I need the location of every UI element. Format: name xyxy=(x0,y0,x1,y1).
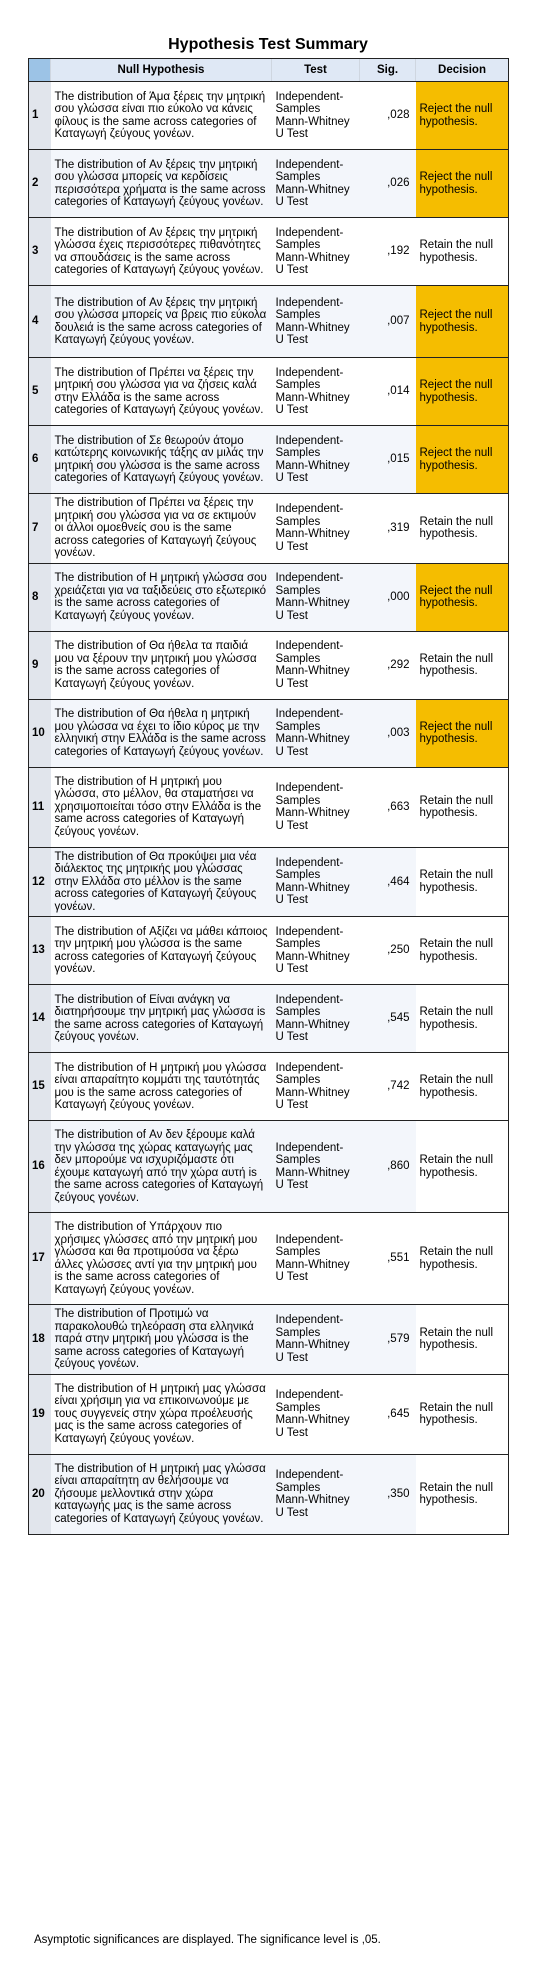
row-hypothesis: The distribution of Πρέπει να ξέρεις την μητρική σου γλώσσα για να σε εκτιμούν οι άλλοι ομοεθνείς σου is the same across categories of Καταγωγή ζεύγους γονέων. xyxy=(51,494,272,564)
row-hypothesis: The distribution of Θα ήθελα τα παιδιά μου να ξέρουν την μητρική μου γλώσσα is the same across categories of Καταγωγή ζεύγους γονέων. xyxy=(51,631,272,699)
row-test: Independent-Samples Mann-Whitney U Test xyxy=(272,1454,360,1534)
table-row xyxy=(29,1305,509,1375)
row-sig: ,007 xyxy=(360,286,416,358)
table-row xyxy=(29,218,509,286)
table-row xyxy=(29,1374,509,1454)
row-test: Independent-Samples Mann-Whitney U Test xyxy=(272,494,360,564)
row-test: Independent-Samples Mann-Whitney U Test xyxy=(272,426,360,494)
header-sig: Sig. xyxy=(360,59,416,82)
row-decision: Retain the null hypothesis. xyxy=(416,767,509,847)
row-hypothesis: The distribution of Πρέπει να ξέρεις την μητρική σου γλώσσα για να ζήσεις καλά στην Ελλάδα is the same across categories of Καταγωγή ζεύγους γονέων. xyxy=(51,358,272,426)
header-row xyxy=(29,59,509,82)
row-number: 6 xyxy=(29,426,51,494)
row-decision: Retain the null hypothesis. xyxy=(416,1053,509,1121)
row-hypothesis: The distribution of Θα προκύψει μια νέα διάλεκτος της μητρικής μου γλώσσας στην Ελλάδα στο μέλλον is the same across categories of Καταγωγή ζεύγους γονέων. xyxy=(51,847,272,917)
table-row xyxy=(29,150,509,218)
row-decision: Reject the null hypothesis. xyxy=(416,426,509,494)
row-hypothesis: The distribution of Αν δεν ξέρουμε καλά την γλώσσα της χώρας καταγωγής μας δεν μπορούμε να ισχυριζόμαστε ότι έχουμε καταγωγή από την χώρα αυτή is the same across categories of Καταγωγή ζεύγους γονέων. xyxy=(51,1121,272,1213)
row-hypothesis: The distribution of Η μητρική μας γλώσσα είναι απαραίτητη αν θελήσουμε να ζήσουμε μελλοντικά στην χώρα καταγωγής μας is the same across categories of Καταγωγή ζεύγους γονέων. xyxy=(51,1454,272,1534)
table-row xyxy=(29,1121,509,1213)
row-number: 19 xyxy=(29,1374,51,1454)
row-hypothesis: The distribution of Η μητρική μας γλώσσα είναι χρήσιμη για να επικοινωνούμε με τους συγγενείς στην χώρα προέλευσής μας is the same across categories of Καταγωγή ζεύγους γονέων. xyxy=(51,1374,272,1454)
table-row xyxy=(29,82,509,150)
row-hypothesis: The distribution of Άμα ξέρεις την μητρική σου γλώσσα είναι πιο εύκολο να κάνεις φίλους is the same across categories of Καταγωγή ζεύγους γονέων. xyxy=(51,82,272,150)
table-row xyxy=(29,494,509,564)
row-sig: ,319 xyxy=(360,494,416,564)
row-sig: ,350 xyxy=(360,1454,416,1534)
row-sig: ,663 xyxy=(360,767,416,847)
table-row xyxy=(29,1454,509,1534)
row-number: 3 xyxy=(29,218,51,286)
row-decision: Reject the null hypothesis. xyxy=(416,82,509,150)
row-test: Independent-Samples Mann-Whitney U Test xyxy=(272,1053,360,1121)
header-null-hypothesis: Null Hypothesis xyxy=(51,59,272,82)
table-row xyxy=(29,847,509,917)
row-number: 17 xyxy=(29,1213,51,1305)
row-sig: ,028 xyxy=(360,82,416,150)
row-decision: Reject the null hypothesis. xyxy=(416,286,509,358)
footnote: Asymptotic significances are displayed. The significance level is ,05. xyxy=(34,1934,381,1946)
row-decision: Retain the null hypothesis. xyxy=(416,985,509,1053)
row-sig: ,645 xyxy=(360,1374,416,1454)
row-hypothesis: The distribution of Προτιμώ να παρακολουθώ τηλεόραση στα ελληνικά παρά στην μητρική μου γλώσσα is the same across categories of Καταγωγή ζεύγους γονέων. xyxy=(51,1305,272,1375)
table-title: Hypothesis Test Summary xyxy=(168,36,368,53)
row-test: Independent-Samples Mann-Whitney U Test xyxy=(272,767,360,847)
row-sig: ,545 xyxy=(360,985,416,1053)
row-hypothesis: The distribution of Σε θεωρούν άτομο κατώτερης κοινωνικής τάξης αν μιλάς την μητρική σου γλώσσα is the same across categories of Καταγωγή ζεύγους γονέων. xyxy=(51,426,272,494)
row-sig: ,014 xyxy=(360,358,416,426)
row-number: 11 xyxy=(29,767,51,847)
corner-cell xyxy=(29,59,51,82)
row-test: Independent-Samples Mann-Whitney U Test xyxy=(272,82,360,150)
row-number: 18 xyxy=(29,1305,51,1375)
row-test: Independent-Samples Mann-Whitney U Test xyxy=(272,847,360,917)
row-decision: Retain the null hypothesis. xyxy=(416,1213,509,1305)
row-sig: ,464 xyxy=(360,847,416,917)
row-decision: Retain the null hypothesis. xyxy=(416,1305,509,1375)
row-number: 1 xyxy=(29,82,51,150)
header-test: Test xyxy=(272,59,360,82)
row-sig: ,026 xyxy=(360,150,416,218)
row-sig: ,003 xyxy=(360,699,416,767)
header-decision: Decision xyxy=(416,59,509,82)
row-test: Independent-Samples Mann-Whitney U Test xyxy=(272,358,360,426)
table-row xyxy=(29,631,509,699)
row-sig: ,551 xyxy=(360,1213,416,1305)
row-test: Independent-Samples Mann-Whitney U Test xyxy=(272,1305,360,1375)
table-row xyxy=(29,917,509,985)
table-row xyxy=(29,767,509,847)
row-number: 12 xyxy=(29,847,51,917)
row-hypothesis: The distribution of Η μητρική μου γλώσσα είναι απαραίτητο κομμάτι της ταυτότητάς μου is the same across categories of Καταγωγή ζεύγους γονέων. xyxy=(51,1053,272,1121)
row-test: Independent-Samples Mann-Whitney U Test xyxy=(272,1121,360,1213)
row-hypothesis: The distribution of Υπάρχουν πιο χρήσιμες γλώσσες από την μητρική μου γλώσσα και θα προτιμούσα να ξέρω άλλες γλώσσες αντί για την μητρική μου is the same across categories of Καταγωγή ζεύγους γονέων. xyxy=(51,1213,272,1305)
row-hypothesis: The distribution of Η μητρική γλώσσα σου χρειάζεται για να ταξιδεύεις στο εξωτερικό is the same across categories of Καταγωγή ζεύγους γονέων. xyxy=(51,563,272,631)
row-number: 5 xyxy=(29,358,51,426)
row-hypothesis: The distribution of Αξίζει να μάθει κάποιος την μητρική μου γλώσσα is the same across categories of Καταγωγή ζεύγους γονέων. xyxy=(51,917,272,985)
row-hypothesis: The distribution of Αν ξέρεις την μητρική σου γλώσσα μπορείς να βρεις πιο εύκολα δουλειά is the same across categories of Καταγωγή ζεύγους γονέων. xyxy=(51,286,272,358)
table-row xyxy=(29,1213,509,1305)
row-test: Independent-Samples Mann-Whitney U Test xyxy=(272,150,360,218)
row-number: 14 xyxy=(29,985,51,1053)
row-hypothesis: The distribution of Η μητρική μου γλώσσα, στο μέλλον, θα σταματήσει να χρησιμοποιείται τόσο στην Ελλάδα is the same across categories of Καταγωγή ζεύγους γονέων. xyxy=(51,767,272,847)
row-number: 8 xyxy=(29,563,51,631)
row-number: 9 xyxy=(29,631,51,699)
row-decision: Retain the null hypothesis. xyxy=(416,1454,509,1534)
row-test: Independent-Samples Mann-Whitney U Test xyxy=(272,286,360,358)
row-decision: Retain the null hypothesis. xyxy=(416,218,509,286)
row-decision: Retain the null hypothesis. xyxy=(416,1121,509,1213)
row-hypothesis: The distribution of Αν ξέρεις την μητρική σου γλώσσα μπορείς να κερδίσεις περισσότερα χρήματα is the same across categories of Καταγωγή ζεύγους γονέων. xyxy=(51,150,272,218)
hypothesis-table xyxy=(28,58,509,1535)
row-test: Independent-Samples Mann-Whitney U Test xyxy=(272,699,360,767)
row-test: Independent-Samples Mann-Whitney U Test xyxy=(272,218,360,286)
row-test: Independent-Samples Mann-Whitney U Test xyxy=(272,1213,360,1305)
row-test: Independent-Samples Mann-Whitney U Test xyxy=(272,917,360,985)
table-row xyxy=(29,286,509,358)
row-decision: Reject the null hypothesis. xyxy=(416,358,509,426)
row-sig: ,250 xyxy=(360,917,416,985)
table-row xyxy=(29,699,509,767)
row-number: 15 xyxy=(29,1053,51,1121)
row-number: 20 xyxy=(29,1454,51,1534)
row-decision: Retain the null hypothesis. xyxy=(416,1374,509,1454)
row-number: 10 xyxy=(29,699,51,767)
row-decision: Retain the null hypothesis. xyxy=(416,847,509,917)
table-row xyxy=(29,985,509,1053)
table-row xyxy=(29,426,509,494)
row-test: Independent-Samples Mann-Whitney U Test xyxy=(272,985,360,1053)
row-number: 2 xyxy=(29,150,51,218)
row-test: Independent-Samples Mann-Whitney U Test xyxy=(272,1374,360,1454)
row-decision: Reject the null hypothesis. xyxy=(416,150,509,218)
row-decision: Retain the null hypothesis. xyxy=(416,494,509,564)
row-sig: ,000 xyxy=(360,563,416,631)
row-decision: Reject the null hypothesis. xyxy=(416,563,509,631)
row-sig: ,292 xyxy=(360,631,416,699)
row-number: 7 xyxy=(29,494,51,564)
row-hypothesis: The distribution of Θα ήθελα η μητρική μου γλώσσα να έχει το ίδιο κύρος με την ελληνική στην Ελλάδα is the same across categories of Καταγωγή ζεύγους γονέων. xyxy=(51,699,272,767)
row-hypothesis: The distribution of Αν ξέρεις την μητρική γλώσσα έχεις περισσότερες πιθανότητες να σπουδάσεις is the same across categories of Καταγωγή ζεύγους γονέων. xyxy=(51,218,272,286)
row-hypothesis: The distribution of Είναι ανάγκη να διατηρήσουμε την μητρική μας γλώσσα is the same across categories of Καταγωγή ζεύγους γονέων. xyxy=(51,985,272,1053)
row-decision: Retain the null hypothesis. xyxy=(416,917,509,985)
row-sig: ,742 xyxy=(360,1053,416,1121)
table-row xyxy=(29,1053,509,1121)
row-sig: ,015 xyxy=(360,426,416,494)
table-row xyxy=(29,358,509,426)
row-test: Independent-Samples Mann-Whitney U Test xyxy=(272,563,360,631)
row-sig: ,579 xyxy=(360,1305,416,1375)
row-test: Independent-Samples Mann-Whitney U Test xyxy=(272,631,360,699)
row-number: 13 xyxy=(29,917,51,985)
row-decision: Retain the null hypothesis. xyxy=(416,631,509,699)
table-row xyxy=(29,563,509,631)
row-number: 16 xyxy=(29,1121,51,1213)
row-sig: ,860 xyxy=(360,1121,416,1213)
row-decision: Reject the null hypothesis. xyxy=(416,699,509,767)
row-number: 4 xyxy=(29,286,51,358)
row-sig: ,192 xyxy=(360,218,416,286)
